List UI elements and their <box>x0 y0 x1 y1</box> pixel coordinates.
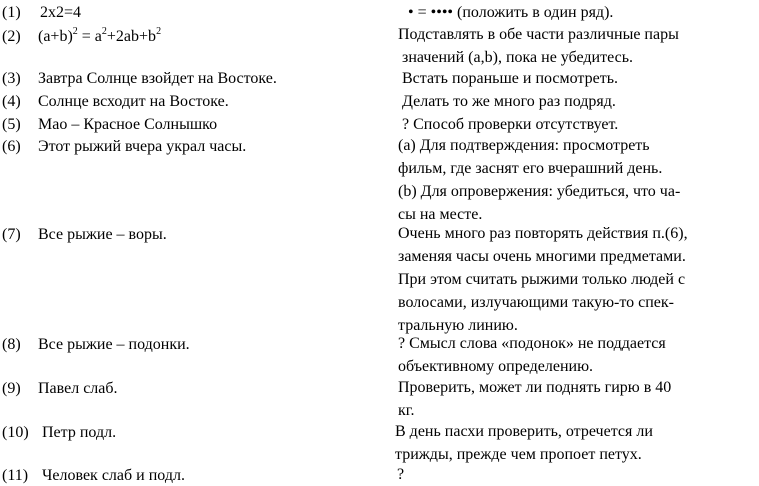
method-line: (b) Для опровержения: убедиться, что ча- <box>398 183 681 200</box>
statement <box>38 27 161 47</box>
method-line: тральную линию. <box>398 317 518 334</box>
statement: Человек слаб и подл. <box>42 467 185 484</box>
method-line: фильм, где заснят его вчерашний день. <box>398 160 663 177</box>
statement: Завтра Солнце взойдет на Востоке. <box>38 70 277 87</box>
method-line: Подставлять в обе части различные пары <box>398 26 679 43</box>
method-line: заменяя часы очень многими предметами. <box>398 248 686 265</box>
verification-method <box>402 67 759 90</box>
formula-exponent: 2 <box>72 25 78 37</box>
verification-method <box>398 332 758 378</box>
row-number: (6) <box>2 138 21 155</box>
row-number: (7) <box>2 226 21 243</box>
statement: Этот рыжий вчера украл часы. <box>38 138 247 155</box>
statement: Петр подл. <box>42 424 117 441</box>
method-line: ? Смысл слова «подонок» не поддается <box>398 335 666 352</box>
verification-method <box>398 23 758 69</box>
method-line: значений (a,b), пока не убедитесь. <box>402 49 633 66</box>
formula-exponent: 2 <box>156 25 162 37</box>
method-line: При этом считать рыжими только людей с <box>398 271 686 288</box>
row-number: (4) <box>2 93 21 110</box>
statement: Павел слаб. <box>38 380 118 397</box>
method-line: кг. <box>398 402 415 419</box>
verification-method <box>402 90 759 113</box>
formula-exponent: 2 <box>101 25 107 37</box>
formula-part: = a <box>77 28 102 45</box>
verification-method <box>395 420 755 466</box>
verification-method <box>408 1 759 24</box>
verification-method <box>397 463 757 486</box>
method-line: трижды, прежде чем пропоет петух. <box>395 446 642 463</box>
row-number: (2) <box>2 28 21 45</box>
row-number: (1) <box>2 4 21 21</box>
method-line: ? <box>397 466 405 483</box>
method-line: Встать пораньше и посмотреть. <box>402 70 618 87</box>
statement: Мао – Красное Солнышко <box>38 116 218 133</box>
method-line: Проверить, может ли поднять гирю в 40 <box>398 379 672 396</box>
row-number: (10) <box>2 424 29 441</box>
method-line: • = •••• (положить в один ряд). <box>408 4 614 21</box>
verification-method <box>398 222 758 337</box>
method-line: (a) Для подтверждения: просмотреть <box>398 137 650 154</box>
verification-method <box>398 376 758 422</box>
formula-part: +2ab+b <box>106 28 157 45</box>
row-number: (5) <box>2 116 21 133</box>
method-line: Делать то же много раз подряд. <box>402 93 616 110</box>
verification-method <box>398 134 758 226</box>
method-line: Очень много раз повторять действия п.(6), <box>398 225 688 242</box>
row-number: (11) <box>2 467 29 484</box>
row-number: (3) <box>2 70 21 87</box>
statement: Все рыжие – подонки. <box>38 336 190 353</box>
method-line: сы на месте. <box>398 206 483 223</box>
statement: Все рыжие – воры. <box>38 226 167 243</box>
row-number: (8) <box>2 336 21 353</box>
method-line: волосами, излучающими такую-то спек- <box>398 294 675 311</box>
statement: Солнце всходит на Востоке. <box>38 93 229 110</box>
row-number: (9) <box>2 380 21 397</box>
statement: 2x2=4 <box>40 4 82 21</box>
formula-part: (a+b) <box>38 28 73 45</box>
method-line: объективному определению. <box>398 358 594 375</box>
method-line: В день пасхи проверить, отречется ли <box>395 423 653 440</box>
verification-method <box>402 113 759 136</box>
method-line: ? Способ проверки отсутствует. <box>402 116 619 133</box>
